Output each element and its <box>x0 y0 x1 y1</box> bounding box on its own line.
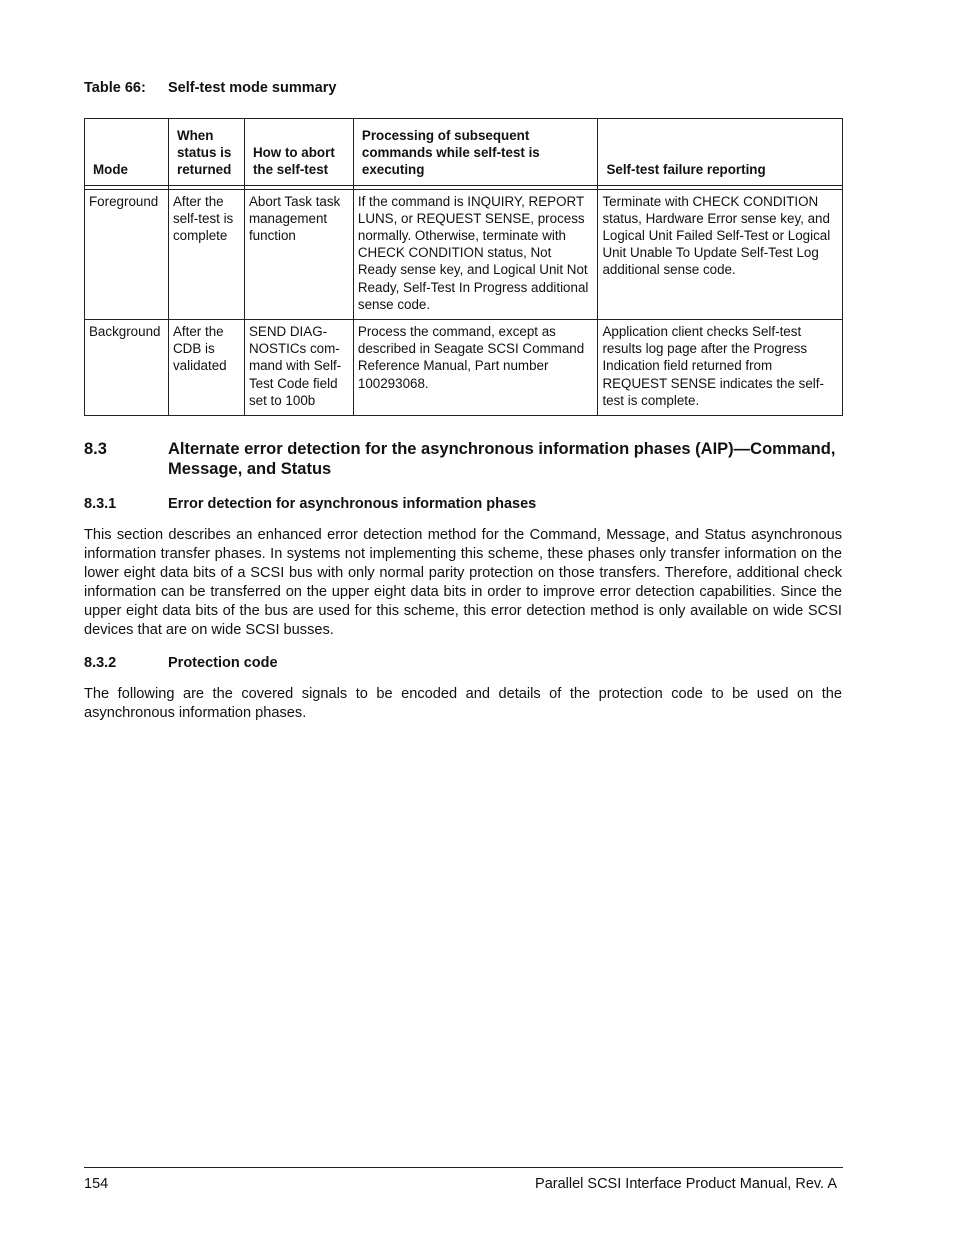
table-cell: If the command is INQUIRY, REPORT LUNS, or REQUEST SENSE, process normally. Otherwise, terminate with CHECK CONDITION status, Not Ready sense key, and Logical Unit Not Ready, Self-Test In Progress additional sense code. <box>353 189 598 319</box>
section-title: Error detection for asynchronous information phases <box>168 496 537 512</box>
section-8-3-1-heading <box>84 496 844 512</box>
section-8-3-2-body: The following are the covered signals to be encoded and details of the protection code to be used on the asynchronous information phases. <box>84 686 842 721</box>
table-cell: After the self-test is complete <box>168 189 244 319</box>
table-cell: Process the command, except as described in Seagate SCSI Command Reference Manual, Part number 100293068. <box>353 320 598 416</box>
table-caption <box>84 80 336 96</box>
table-cell: SEND DIAG-NOSTICs com-mand with Self-Test Code field set to 100b <box>244 320 353 416</box>
page-number: 154 <box>84 1176 109 1192</box>
table-cell: After the CDB is validated <box>168 320 244 416</box>
section-number: 8.3.2 <box>84 655 117 671</box>
self-test-mode-summary-table <box>84 118 843 416</box>
table-caption-title: Self-test mode summary <box>168 80 337 96</box>
header-mode: Mode <box>85 119 169 186</box>
header-failure-reporting: Self-test failure reporting <box>598 119 843 186</box>
section-title: Alternate error detection for the asynchronous information phases (AIP)—Command, Message, and Status <box>168 440 836 478</box>
footer-document-title: Parallel SCSI Interface Product Manual, Rev. A <box>535 1176 837 1192</box>
section-number: 8.3 <box>84 440 107 458</box>
table-cell: Terminate with CHECK CONDITION status, Hardware Error sense key, and Logical Unit Failed Self-Test or Logical Unit Unable To Update Self-Test Log additional sense code. <box>598 189 843 319</box>
table-cell: Abort Task task management function <box>244 189 353 319</box>
section-8-3-heading <box>84 439 844 479</box>
section-title: Protection code <box>168 655 278 671</box>
table-cell: Application client checks Self-test results log page after the Progress Indication field returned from REQUEST SENSE indicates the self-test is complete. <box>598 320 843 416</box>
table-cell: Background <box>85 320 169 416</box>
section-number: 8.3.1 <box>84 496 117 512</box>
header-processing-subsequent: Processing of subsequent commands while self-test is executing <box>353 119 598 186</box>
table-caption-number: Table 66: <box>84 80 146 96</box>
table-header-row <box>85 119 843 186</box>
table-row <box>85 320 843 416</box>
table-row <box>85 189 843 319</box>
header-when-status-returned: When status is returned <box>168 119 244 186</box>
footer-divider <box>84 1167 843 1168</box>
header-how-to-abort: How to abort the self-test <box>244 119 353 186</box>
table-cell: Foreground <box>85 189 169 319</box>
section-8-3-1-body: This section describes an enhanced error detection method for the Command, Message, and Status asynchronous information transfer phases. In systems not implementing this scheme, these phases only transfer information on the lower eight data bits of a SCSI bus with only normal parity protection on those transfers. Therefore, additional check information can be transferred on the upper eight data bits in order to improve error detection capabilities. Since the upper eight data bits of the bus are used for this scheme, this error detection method is only available on wide SCSI devices that are on wide SCSI busses. <box>84 527 842 638</box>
section-8-3-2-heading <box>84 655 844 671</box>
